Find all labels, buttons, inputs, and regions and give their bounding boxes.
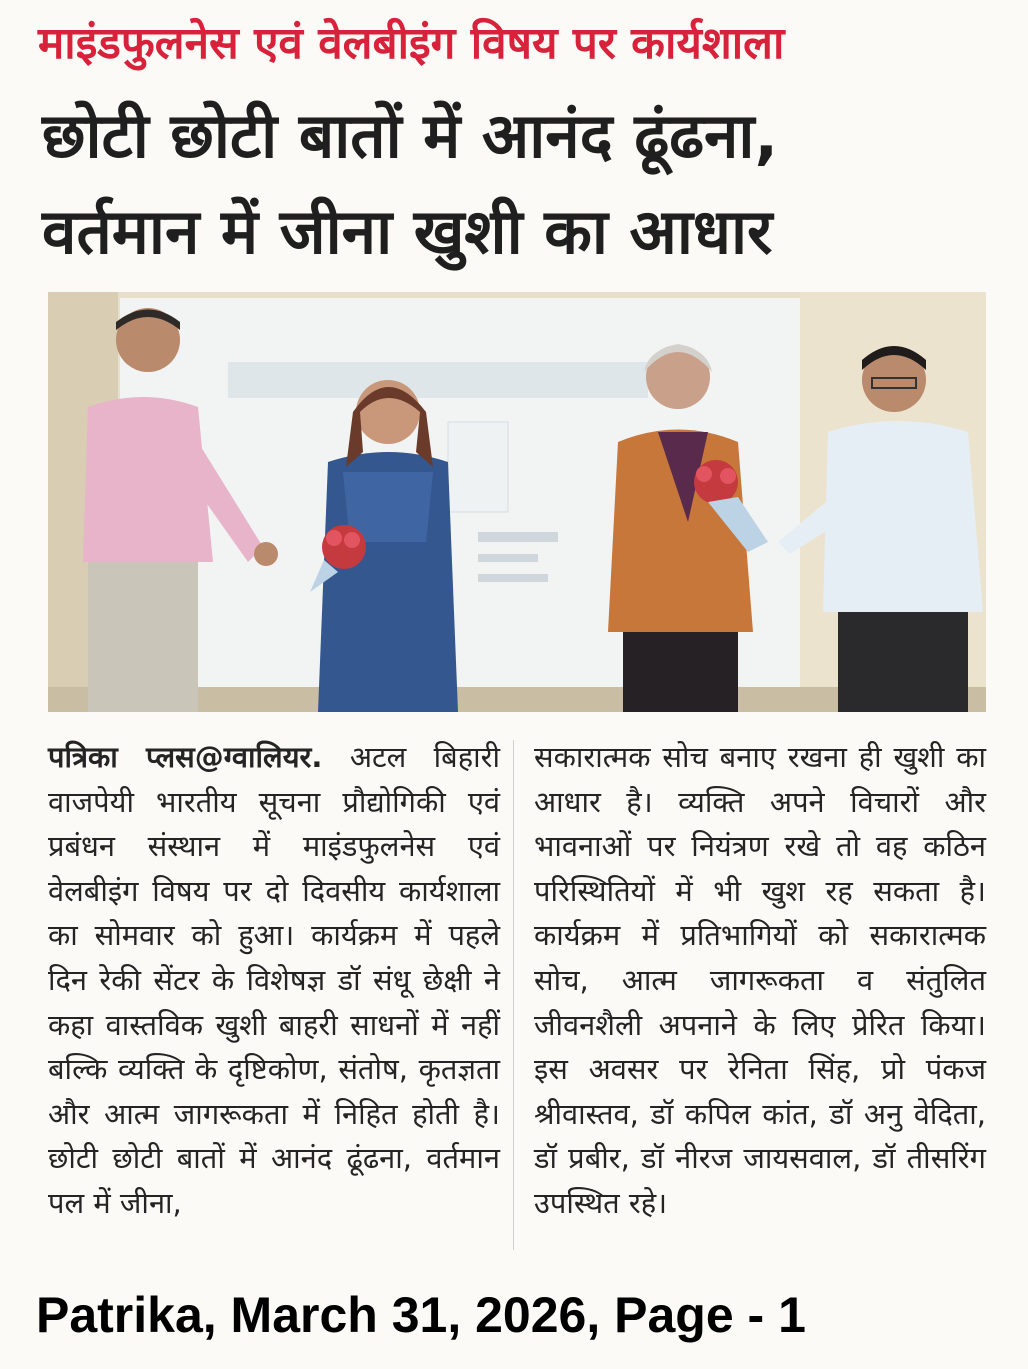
article-body-column-1 — [48, 735, 500, 1226]
body-column-1-text: अटल बिहारी वाजपेयी भारतीय सूचना प्रौद्योगिकी एवं प्रबंधन संस्थान में माइंडफुलनेस एवं वेलबीइंग विषय पर दो दिवसीय कार्यशाला का सोमवार को हुआ। कार्यक्रम में पहले दिन रेकी सेंटर के विशेषज्ञ डॉ संधू छेक्षी ने कहा वास्तविक खुशी बाहरी साधनों में नहीं बल्कि व्यक्ति के दृष्टिकोण, संतोष, कृतज्ञता और आत्म जागरूकता में निहित होती है। छोटी छोटी बातों में आनंद ढूंढना, वर्तमान पल में जीना, — [48, 740, 500, 1220]
photo-illustration — [48, 292, 986, 712]
column-divider — [513, 740, 514, 1250]
article-body-column-2 — [534, 735, 986, 1226]
article-kicker: माइंडफुलनेस एवं वेलबीइंग विषय पर कार्यशाला — [38, 18, 785, 69]
headline-line-2: वर्तमान में जीना खुशी का आधार — [42, 195, 773, 268]
body-column-2-text: सकारात्मक सोच बनाए रखना ही खुशी का आधार है। व्यक्ति अपने विचारों और भावनाओं पर नियंत्रण रखे तो वह कठिन परिस्थितियों में भी खुश रह सकता है। कार्यक्रम में प्रतिभागियों को सकारात्मक सोच, आत्म जागरूकता व संतुलित जीवनशैली अपनाने के लिए प्रेरित किया। इस अवसर पर रेनिता सिंह, प्रो पंकज श्रीवास्तव, डॉ कपिल कांत, डॉ अनु वेदिता, डॉ प्रबीर, डॉ नीरज जायसवाल, डॉ तीसरिंग उपस्थित रहे। — [534, 740, 986, 1220]
bouquet-1 — [322, 525, 366, 569]
headline-line-1: छोटी छोटी बातों में आनंद ढूंढना, — [42, 99, 779, 172]
article-headline — [42, 88, 992, 280]
article-dateline: पत्रिका प्लस@ग्वालियर. — [48, 740, 323, 774]
event-photo — [48, 292, 986, 712]
source-caption: Patrika, March 31, 2026, Page - 1 — [36, 1287, 806, 1343]
